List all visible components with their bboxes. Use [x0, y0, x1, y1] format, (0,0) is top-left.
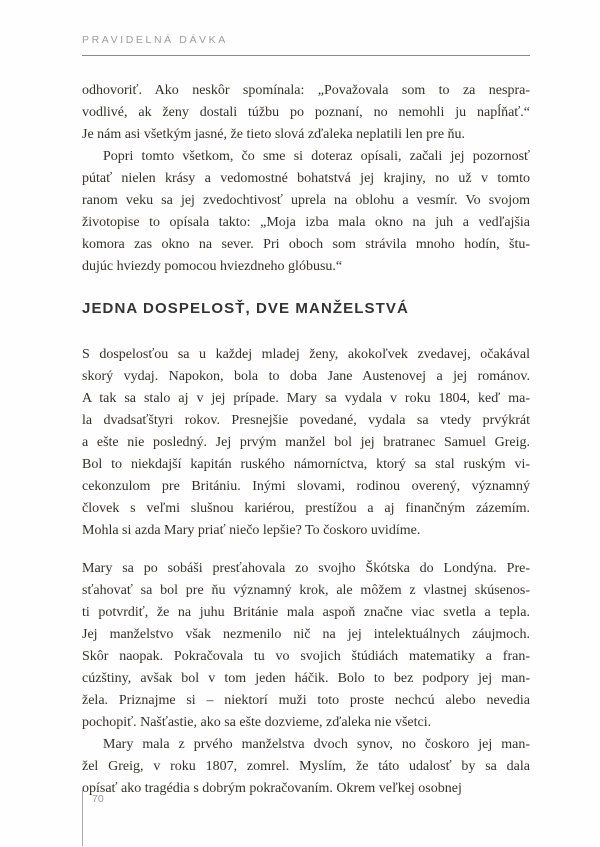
section-heading: JEDNA DOSPELOSŤ, DVE MANŽELSTVÁ — [82, 300, 409, 317]
text-line: ti potvrdiť, že na juhu Británie mala aspoň značne viac svetla a tepla. — [82, 605, 530, 620]
text-line: človek s veľmi slušnou kariérou, prestížou a aj finančným zázemím. — [82, 501, 530, 516]
paragraph — [82, 80, 530, 146]
paragraph — [82, 344, 530, 542]
running-header-title: PRAVIDELNÁ DÁVKA — [82, 34, 228, 46]
text-line: Bol to niekdajší kapitán ruského námorníctva, ktorý sa stal ruským vi- — [82, 457, 530, 472]
page-number: 70 — [92, 793, 104, 805]
text-line: opísať ako tragédia s dobrým pokračovaním. Okrem veľkej osobnej — [82, 781, 462, 796]
text-line: skorý vydaj. Napokon, bola to doba Jane Austenovej a jej románov. — [82, 369, 530, 384]
text-line: životopise to opísala takto: „Moja izba mala okno na juh a vedľajšia — [82, 215, 530, 230]
text-line: vodlivé, ak ženy dostali túžbu po poznaní, no nemohli ju napĺňať.“ — [82, 105, 530, 120]
text-line: Mary sa po sobáši presťahovala zo svojho Škótska do Londýna. Pre- — [82, 561, 530, 576]
paragraph — [82, 734, 530, 800]
text-line: a ešte nie posledný. Jej prvým manžel bol jej bratranec Samuel Greig. — [82, 435, 530, 450]
text-line: Skôr naopak. Pokračovala tu vo svojich štúdiách matematiky a fran- — [82, 649, 530, 664]
text-line: dujúc hviezdy pomocou hviezdneho glóbusu.“ — [82, 259, 343, 274]
text-line: pochopiť. Našťastie, ako sa ešte dozvieme, zďaleka nie všetci. — [82, 715, 432, 730]
text-line: sťahovať sa bol pre ňu významný krok, ale môžem z vlastnej skúsenos- — [82, 583, 530, 598]
text-line: žela. Priznajme si – niektorí muži toto proste nechcú alebo nevedia — [82, 693, 530, 708]
text-line: la dvadsaťštyri rokov. Presnejšie povedané, vydala sa vtedy prvýkrát — [82, 413, 530, 428]
text-line: žel Greig, v roku 1807, zomrel. Myslím, že táto udalosť by sa dala — [82, 759, 530, 774]
text-line: cúzštiny, avšak bol v tom jeden háčik. Bolo to bez podpory jej man- — [82, 671, 530, 686]
text-line: ranom veku sa jej zvedochtivosť uprela na oblohu a vesmír. Vo svojom — [82, 193, 530, 208]
text-line: cekonzulom pre Britániu. Inými slovami, rodinou overený, významný — [82, 479, 530, 494]
text-line: Jej manželstvo však nezmenilo nič na jej intelektuálnych záujmoch. — [82, 627, 530, 642]
running-header — [82, 30, 530, 56]
text-line: Mary mala z prvého manželstva dvoch synov, no čoskoro jej man- — [103, 737, 530, 752]
text-line: pútať nielen krásy a vedomostné bohatstvá jej krajiny, no už v tomto — [82, 171, 530, 186]
text-line: Popri tomto všetkom, čo sme si doteraz opísali, začali jej pozornosť — [103, 149, 530, 164]
text-line: komora zas okno na sever. Pri oboch som strávila mnoho hodín, štu- — [82, 237, 530, 252]
text-line: Je nám asi všetkým jasné, že tieto slová zďaleka neplatili len pre ňu. — [82, 127, 466, 142]
content — [82, 80, 530, 800]
text-line: Mohla si azda Mary priať niečo lepšie? To čoskoro uvidíme. — [82, 523, 421, 538]
paragraph — [82, 558, 530, 734]
text-line: S dospelosťou sa u každej mladej ženy, akokoľvek zvedavej, očakával — [82, 347, 530, 362]
text-line: odhovoriť. Ako neskôr spomínala: „Považovala som to za nespra- — [82, 83, 530, 98]
page-footer — [82, 789, 104, 846]
text-line: A tak sa stalo aj v jej prípade. Mary sa vydala v roku 1804, keď ma- — [82, 391, 530, 406]
paragraph — [82, 146, 530, 278]
